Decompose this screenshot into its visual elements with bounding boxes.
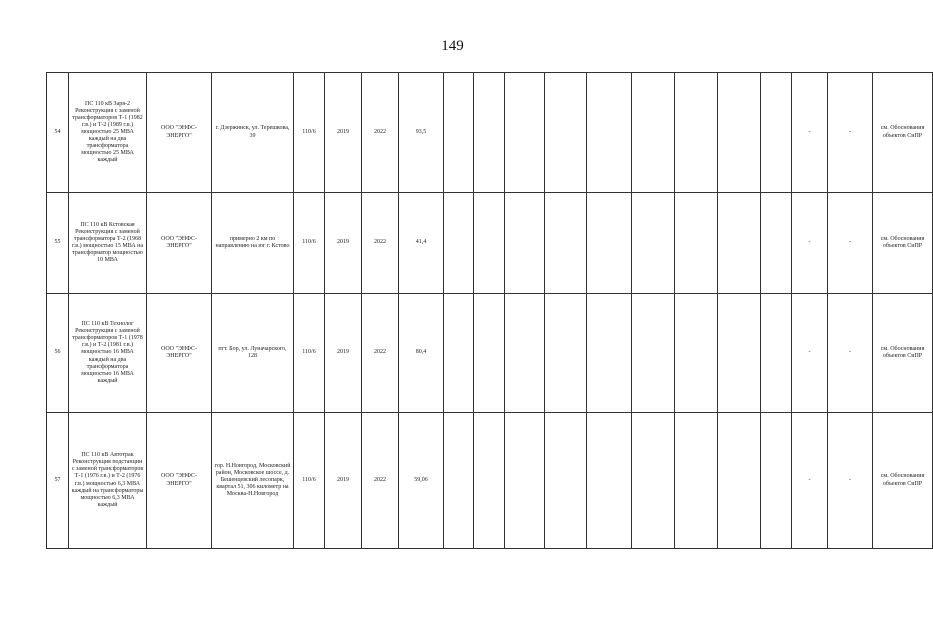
- capacity-value: 80,4: [399, 294, 444, 413]
- object-location: пгт. Бор, ул. Луначарского, 128: [212, 294, 294, 413]
- capacity-value: 93,5: [399, 73, 444, 193]
- empty-cell: [474, 294, 505, 413]
- object-location: примерно 2 км по направлению на юг г. Кстово: [212, 193, 294, 294]
- dash-cell: -: [828, 193, 873, 294]
- dash-cell: -: [792, 193, 828, 294]
- dash-cell: -: [828, 294, 873, 413]
- object-name: ПС 110 кВ Заря-2 Реконструкция с заменой трансформаторов Т-1 (1982 г.в.) и Т-2 (1989 г.в.) мощностью 25 МВА каждый на два трансформатора мощностью 25 МВА каждый: [69, 73, 147, 193]
- empty-cell: [545, 73, 587, 193]
- end-year: 2022: [362, 193, 399, 294]
- dash-cell: -: [828, 73, 873, 193]
- note-cell: см. Обоснования объектов СиПР: [873, 294, 933, 413]
- empty-cell: [474, 413, 505, 549]
- empty-cell: [632, 73, 675, 193]
- row-number: 56: [47, 294, 69, 413]
- object-location: г. Дзержинск, ул. Терешкова, 39: [212, 73, 294, 193]
- empty-cell: [632, 413, 675, 549]
- empty-cell: [444, 193, 474, 294]
- start-year: 2019: [325, 193, 362, 294]
- end-year: 2022: [362, 294, 399, 413]
- voltage-class: 110/6: [294, 294, 325, 413]
- object-name: ПС 110 кВ Кстовская Реконструкция с заменой трансформатора Т-2 (1968 г.в.) мощностью 15 МВА на трансформатор мощностью 10 МВА: [69, 193, 147, 294]
- empty-cell: [718, 193, 761, 294]
- empty-cell: [761, 193, 792, 294]
- organization: ООО "ЭНФС-ЭНЕРГО": [147, 193, 212, 294]
- empty-cell: [718, 413, 761, 549]
- table-row: [47, 413, 933, 549]
- empty-cell: [718, 294, 761, 413]
- end-year: 2022: [362, 413, 399, 549]
- investment-table: [46, 72, 933, 549]
- empty-cell: [587, 193, 632, 294]
- empty-cell: [505, 193, 545, 294]
- start-year: 2019: [325, 294, 362, 413]
- table-row: [47, 294, 933, 413]
- row-number: 57: [47, 413, 69, 549]
- empty-cell: [545, 294, 587, 413]
- empty-cell: [505, 413, 545, 549]
- start-year: 2019: [325, 413, 362, 549]
- empty-cell: [545, 193, 587, 294]
- organization: ООО "ЭНФС-ЭНЕРГО": [147, 413, 212, 549]
- note-cell: см. Обоснования объектов СиПР: [873, 73, 933, 193]
- end-year: 2022: [362, 73, 399, 193]
- empty-cell: [587, 413, 632, 549]
- voltage-class: 110/6: [294, 193, 325, 294]
- organization: ООО "ЭНФС-ЭНЕРГО": [147, 73, 212, 193]
- empty-cell: [474, 73, 505, 193]
- empty-cell: [587, 294, 632, 413]
- empty-cell: [444, 413, 474, 549]
- empty-cell: [545, 413, 587, 549]
- capacity-value: 41,4: [399, 193, 444, 294]
- empty-cell: [675, 294, 718, 413]
- dash-cell: -: [792, 294, 828, 413]
- page-number: 149: [441, 38, 464, 54]
- voltage-class: 110/6: [294, 413, 325, 549]
- empty-cell: [761, 73, 792, 193]
- row-number: 55: [47, 193, 69, 294]
- empty-cell: [761, 413, 792, 549]
- note-cell: см. Обоснования объектов СиПР: [873, 413, 933, 549]
- empty-cell: [444, 294, 474, 413]
- dash-cell: -: [792, 413, 828, 549]
- table-row: [47, 73, 933, 193]
- object-location: гор. Н.Новгород, Московский район, Московское шоссе, д. Бешенцевский лесопарк, квартал 51, 306 километр на Москва-Н.Новгород: [212, 413, 294, 549]
- row-number: 54: [47, 73, 69, 193]
- empty-cell: [632, 193, 675, 294]
- empty-cell: [718, 73, 761, 193]
- empty-cell: [761, 294, 792, 413]
- empty-cell: [675, 193, 718, 294]
- capacity-value: 59,06: [399, 413, 444, 549]
- object-name: ПС 110 кВ Технолог Реконструкция с заменой трансформаторов Т-1 (1978 г.в.) и Т-2 (1981 г.в.) мощностью 16 МВА каждый на два трансформатора мощностью 16 МВА каждый: [69, 294, 147, 413]
- empty-cell: [474, 193, 505, 294]
- dash-cell: -: [828, 413, 873, 549]
- object-name: ПС 110 кВ Автотрак Реконструкция подстанции с заменой трансформаторов Т-1 (1976 г.в.) и Т-2 (1976 г.в.) мощностью 6,3 МВА каждый на трансформаторы мощностью 6,3 МВА каждый: [69, 413, 147, 549]
- empty-cell: [675, 413, 718, 549]
- empty-cell: [587, 73, 632, 193]
- empty-cell: [675, 73, 718, 193]
- table-row: [47, 193, 933, 294]
- note-cell: см. Обоснования объектов СиПР: [873, 193, 933, 294]
- voltage-class: 110/6: [294, 73, 325, 193]
- organization: ООО "ЭНФС-ЭНЕРГО": [147, 294, 212, 413]
- empty-cell: [505, 294, 545, 413]
- empty-cell: [444, 73, 474, 193]
- empty-cell: [505, 73, 545, 193]
- empty-cell: [632, 294, 675, 413]
- dash-cell: -: [792, 73, 828, 193]
- start-year: 2019: [325, 73, 362, 193]
